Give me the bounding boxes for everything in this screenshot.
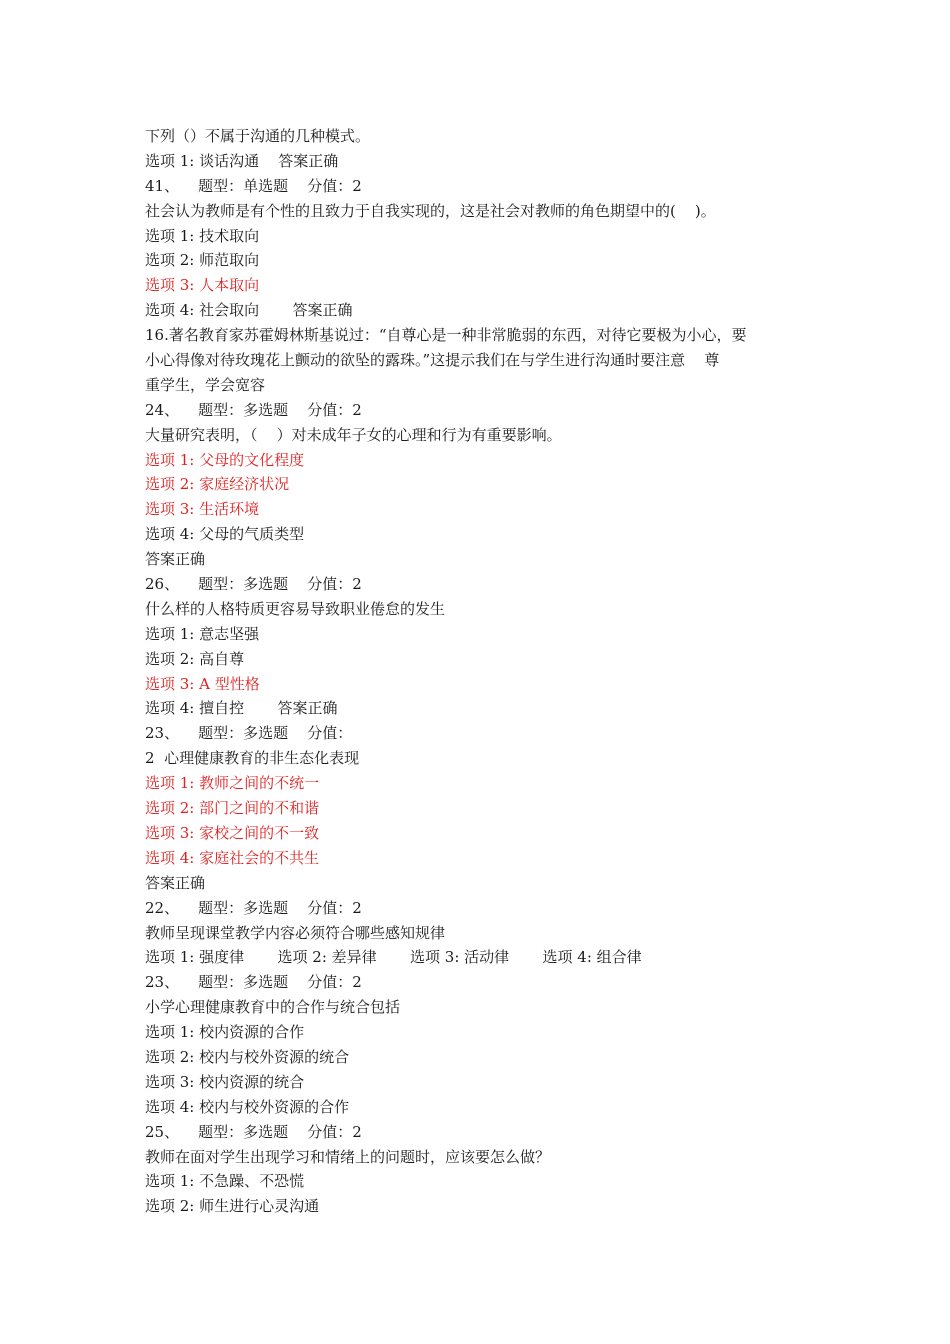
text-line: 选项 2: 家庭经济状况 bbox=[145, 475, 290, 494]
text-line: 选项 3: 校内资源的统合 bbox=[145, 1072, 305, 1091]
text-line: 选项 1: 技术取向 bbox=[145, 226, 260, 245]
text-line: 选项 4: 擅自控 答案正确 bbox=[145, 699, 338, 718]
text-line: 什么样的人格特质更容易导致职业倦怠的发生 bbox=[145, 599, 446, 618]
text-line: 选项 1: 教师之间的不统一 bbox=[145, 774, 320, 793]
text-line: 大量研究表明，（ ）对未成年子女的心理和行为有重要影响。 bbox=[145, 425, 562, 444]
text-line: 选项 2: 师范取向 bbox=[145, 251, 260, 270]
text-line: 选项 3: 家校之间的不一致 bbox=[145, 823, 320, 842]
text-line: 选项 3: 人本取向 bbox=[145, 276, 260, 295]
text-line: 小学心理健康教育中的合作与统合包括 bbox=[145, 998, 401, 1017]
text-line: 重学生，学会宽容 bbox=[145, 375, 266, 394]
text-line: 23、 题型：多选题 分值： bbox=[145, 724, 353, 743]
text-line: 22、 题型：多选题 分值：2 bbox=[145, 898, 362, 917]
text-line: 2 心理健康教育的非生态化表现 bbox=[145, 749, 360, 768]
text-line: 选项 2: 部门之间的不和谐 bbox=[145, 799, 320, 818]
text-line: 选项 1: 谈话沟通 答案正确 bbox=[145, 151, 339, 170]
text-line: 答案正确 bbox=[145, 873, 206, 892]
text-line: 41、 题型：单选题 分值：2 bbox=[145, 176, 362, 195]
text-line: 选项 2: 校内与校外资源的统合 bbox=[145, 1047, 350, 1066]
text-line: 社会认为教师是有个性的且致力于自我实现的，这是社会对教师的角色期望中的( )。 bbox=[145, 201, 716, 220]
text-line: 教师呈现课堂教学内容必须符合哪些感知规律 bbox=[145, 923, 446, 942]
text-line: 23、 题型：多选题 分值：2 bbox=[145, 973, 362, 992]
text-line: 选项 3: A 型性格 bbox=[145, 674, 260, 693]
text-line: 选项 1: 父母的文化程度 bbox=[145, 450, 305, 469]
text-line: 选项 1: 不急躁、不恐慌 bbox=[145, 1172, 305, 1191]
text-line: 选项 4: 社会取向 答案正确 bbox=[145, 301, 353, 320]
text-line: 小心得像对待玫瑰花上颤动的欲坠的露珠。”这提示我们在与学生进行沟通时要注意 尊 bbox=[145, 351, 720, 370]
text-line: 24、 题型：多选题 分值：2 bbox=[145, 400, 362, 419]
text-line: 教师在面对学生出现学习和情绪上的问题时，应该要怎么做？ bbox=[145, 1147, 551, 1166]
text-line: 16.著名教育家苏霍姆林斯基说过：“自尊心是一种非常脆弱的东西，对待它要极为小心，要 bbox=[145, 326, 747, 345]
text-line: 选项 4: 校内与校外资源的合作 bbox=[145, 1097, 350, 1116]
text-line: 选项 4: 家庭社会的不共生 bbox=[145, 848, 320, 867]
text-line: 选项 2: 高自尊 bbox=[145, 649, 245, 668]
text-line: 答案正确 bbox=[145, 550, 206, 569]
text-line: 选项 4: 父母的气质类型 bbox=[145, 525, 305, 544]
document-body bbox=[145, 124, 815, 1219]
text-line: 下列（）不属于沟通的几种模式。 bbox=[145, 127, 371, 145]
text-line: 选项 1: 强度律 选项 2: 差异律 选项 3: 活动律 选项 4: 组合律 bbox=[145, 948, 642, 967]
text-line: 选项 3: 生活环境 bbox=[145, 500, 260, 519]
text-line: 25、 题型：多选题 分值：2 bbox=[145, 1122, 362, 1141]
text-line: 选项 2: 师生进行心灵沟通 bbox=[145, 1197, 320, 1216]
text-line: 26、 题型：多选题 分值：2 bbox=[145, 575, 362, 594]
text-line: 选项 1: 校内资源的合作 bbox=[145, 1023, 305, 1042]
text-line: 选项 1: 意志坚强 bbox=[145, 624, 260, 643]
